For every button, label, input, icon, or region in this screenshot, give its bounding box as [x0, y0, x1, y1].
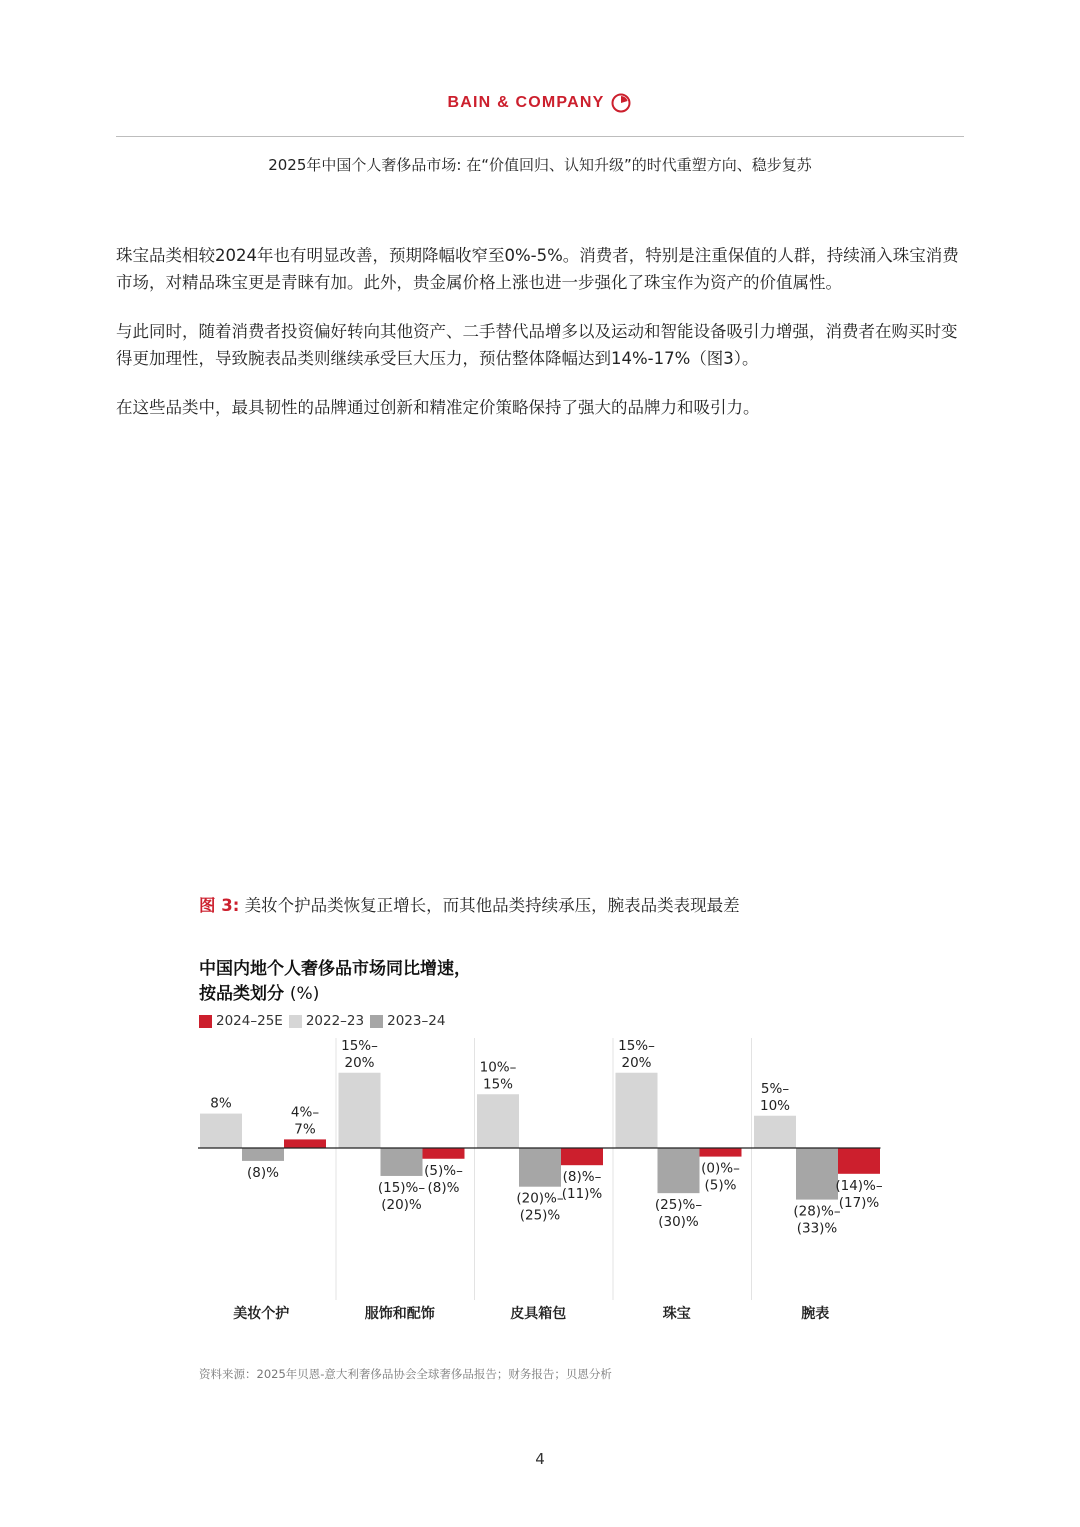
data-label: (20)%–	[516, 1190, 564, 1207]
legend-label: 2023–24	[387, 1013, 446, 1029]
data-label: 7%	[294, 1121, 316, 1138]
figure-title	[199, 892, 740, 916]
bar-2024–25E	[284, 1139, 326, 1148]
data-label: (0)%–	[701, 1160, 740, 1177]
data-label: 15%–	[618, 1037, 655, 1054]
legend-swatch	[199, 1015, 212, 1028]
data-label: 4%–	[290, 1104, 320, 1121]
bar-2022–23	[200, 1114, 242, 1148]
category-label: 珠宝	[662, 1306, 691, 1322]
data-label: (5)%	[704, 1177, 737, 1194]
bar-chart	[190, 1030, 890, 1340]
data-label: (25)%	[519, 1207, 561, 1224]
bar-2022–23	[339, 1073, 381, 1148]
data-label: (17)%	[838, 1194, 880, 1211]
data-label: (15)%–	[377, 1179, 426, 1196]
logo-text: BAIN & COMPANY	[447, 94, 605, 111]
page-number: 4	[535, 1450, 545, 1468]
legend-item	[199, 1013, 283, 1029]
bain-logo	[0, 92, 1080, 114]
data-label: (25)%–	[654, 1197, 703, 1214]
bar-2024–25E	[423, 1148, 465, 1159]
bar-2023–24	[658, 1148, 700, 1193]
data-label: (8)%–	[562, 1169, 602, 1186]
chart-unit: (%)	[289, 984, 320, 1004]
data-label: 5%–	[760, 1080, 790, 1097]
data-label: 15%–	[341, 1037, 378, 1054]
data-label: 10%–	[479, 1059, 517, 1076]
chart-legend	[199, 1013, 451, 1029]
category-label: 皮具箱包	[510, 1306, 567, 1322]
source-note: 资料来源：2025年贝恩-意大利奢侈品协会全球奢侈品报告；财务报告；贝恩分析	[199, 1367, 612, 1381]
legend-item	[370, 1013, 445, 1029]
data-label: (33)%	[796, 1220, 838, 1237]
legend-label: 2022–23	[305, 1013, 365, 1029]
bar-2022–23	[754, 1116, 796, 1148]
data-label: (14)%–	[835, 1177, 883, 1194]
category-label: 服饰和配饰	[364, 1306, 435, 1322]
body-paragraph-3: 在这些品类中，最具韧性的品牌通过创新和精准定价策略保持了强大的品牌力和吸引力。	[116, 398, 760, 417]
legend-swatch	[289, 1015, 302, 1028]
legend-item	[289, 1013, 364, 1029]
body-paragraph-1: 珠宝品类相较2024年也有明显改善，预期降幅收窄至0%-5%。消费者，特别是注重保值的人群，持续涌入珠宝消费市场，对精品珠宝更是青睐有加。此外，贵金属价格上涨也进一步强化了珠宝作为资产的价值属性。	[116, 246, 959, 292]
bar-2024–25E	[700, 1148, 742, 1157]
data-label: 15%	[482, 1076, 514, 1093]
figure-caption: 美妆个护品类恢复正增长，而其他品类持续承压，腕表品类表现最差	[244, 896, 740, 915]
bar-2022–23	[616, 1073, 658, 1148]
data-label: (11)%	[561, 1186, 603, 1203]
category-label: 腕表	[801, 1306, 830, 1322]
category-label: 美妆个护	[233, 1306, 290, 1322]
data-label: (5)%–	[424, 1162, 463, 1179]
bar-2024–25E	[838, 1148, 880, 1174]
data-label: 10%	[759, 1097, 791, 1114]
header-divider	[116, 136, 964, 137]
data-label: (28)%–	[793, 1203, 841, 1220]
data-label: 20%	[344, 1054, 375, 1071]
legend-swatch	[370, 1015, 383, 1028]
legend-label: 2024–25E	[216, 1013, 283, 1029]
data-label: 20%	[621, 1054, 652, 1071]
body-paragraph-2: 与此同时，随着消费者投资偏好转向其他资产、二手替代品增多以及运动和智能设备吸引力增强，消费者在购买时变得更加理性，导致腕表品类则继续承受巨大压力，预估整体降幅达到14%-17%（图3）。	[116, 322, 958, 368]
bar-2023–24	[796, 1148, 838, 1200]
data-label: (30)%	[658, 1214, 699, 1231]
data-label: (8)%	[247, 1164, 279, 1181]
bar-2023–24	[242, 1148, 284, 1161]
data-label: 8%	[210, 1095, 232, 1112]
bar-2023–24	[381, 1148, 423, 1176]
chart-title-line-2: 按品类划分	[199, 984, 284, 1004]
chart-title	[199, 957, 471, 1007]
bar-2024–25E	[561, 1148, 603, 1165]
figure-label: 图 3:	[199, 896, 240, 915]
report-subtitle: 2025年中国个人奢侈品市场: 在“价值回归、认知升级”的时代重塑方向、稳步复苏	[268, 156, 812, 174]
bar-2022–23	[477, 1094, 519, 1148]
bain-logo-icon	[610, 92, 632, 114]
chart-title-line-1: 中国内地个人奢侈品市场同比增速，	[199, 959, 471, 979]
bar-2023–24	[519, 1148, 561, 1187]
data-label: (20)%	[381, 1196, 422, 1213]
data-label: (8)%	[427, 1179, 460, 1196]
